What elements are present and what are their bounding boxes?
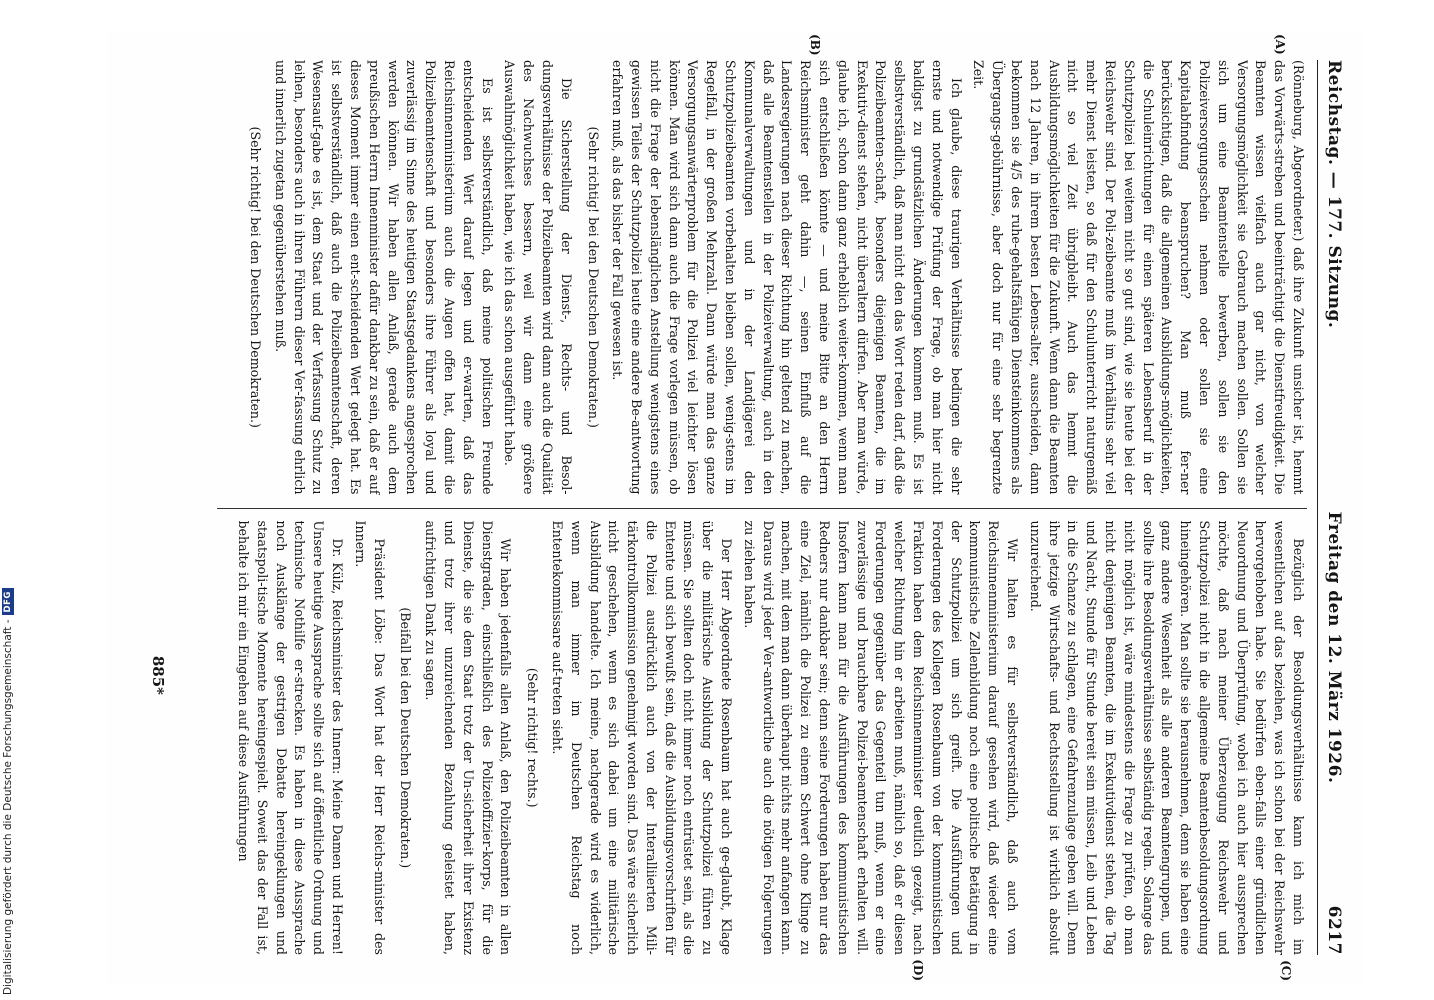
margin-marker-a: (A) xyxy=(1273,34,1287,55)
paragraph: (Rönneburg, Abgeordneter.) daß ihre Zukunft unsicher ist, hemmt das Vorwärts-streben und beeinträchtigt die Dienstfreudigkeit. Die Beamten wissen vielfach auch gar nicht, von welcher Versorgungsmöglichkeit sie Gebrauch machen sollen. Sollen sie sich um eine Beamtenstelle bewerben, sollen sie den Polizeiversorgungsschein nehmen oder sollen sie eine Kapitalabfindung beanspruchen? Man muß fer-ner berücksichtigen, daß die allgemeinen Ausbildungs-möglichkeiten, die Schuleinrichtungen für einen späteren Lebensberuf in der Schutzpolizei bei weitem nicht so gut sind, wie sie heute bei der Reichswehr sind. Der Poli-zeibeamte muß im Verhältnis sehr viel mehr Dienst leisten, so daß für den Schulunterricht naturgemäß nicht so viel Zeit übrigbleibt. Auch das hemmt die Ausbildungsmöglichkeiten für die Zukunft. Wenn dann die Beamten nach 12 Jahren, in ihrem besten Lebens-alter, ausscheiden, dann bekommen sie 4/5 des ruhe-gehaltsfähigen Diensteinkommens als Übergangs-gebührnisse, aber doch nur für eine sehr begrenzte Zeit. xyxy=(971,60,1306,495)
paragraph: Präsident Löbe: Das Wort hat der Herr Reichs-minister des Innern. xyxy=(352,520,387,955)
paragraph: Es ist selbstverständlich, daß meine politischen Freunde entscheidenden Wert darauf legen und er-warten, daß das Reichsinnenministerium auch die Augen offen hat, damit die Polizeibeamtenschaft und besonders ihre Führer als loyal und zuverlässig im Sinne des heutigen Staatsgedankens angesprochen werden können. Wir haben allen Anlaß, gerade auch dem preußischen Herrn Innenminister dafür dankbar zu sein, daß er auf dieses Moment immer einen ent-scheidenden Wert gelegt hat. Es ist selbstverständlich, daß auch die Polizeibeamtenschaft, deren Wesensauf-gabe es ist, dem Staat und der Verfassung Schutz zu leihen, besonders auch in ihren Führern dieser Ver-fassung ehrlich und innerlich zugetan gegenüberstehen muß. xyxy=(272,60,495,495)
credit-text: Digitalisierung gefördert durch die Deutsche Forschungsgemeinschaft - xyxy=(2,619,14,995)
margin-marker-c: (C) xyxy=(1279,960,1293,981)
paragraph: Ich glaube, diese traurigen Verhältnisse bedingen die sehr ernste und notwendige Prüfung der Frage, ob man hier nicht baldigst zu grundsätzlichen Änderungen kommen muß. Es ist selbstverständlich, daß man nicht den das Wort reden darf, daß die Polizeibeamten-schaft, besonders diejenigen Beamten, die im Exekutiv-dienst stehen, nicht überaltern dürfen. Aber man würde, glaube ich, schon dann ganz erheblich weiter-kommen, wenn man sich entschließen könnte — und meine Bitte an den Herrn Reichsminister geht dahin —, seinen Einfluß auf die Landesregierungen nach dieser Richtung hin geltend zu machen, daß alle Beamtenstellen in der Polizeiverwaltung, auch in den Kommunalverwaltungen und in der Landjägerei den Schutzpolizeibeamten vorbehalten bleiben sollen, wenig-stens im Regelfall, in der großen Mehrzahl. Dann würde man das ganze Versorgungsanwärterproblem für die Polizei viel leichter lösen können. Man wird sich dann auch die Frage vorlegen müssen, ob nicht die Frage der lebenslänglichen Anstellung wenigstens eines gewissen Teiles der Schutzpolizei heute eine andere Be-antwortung erfahren muß, als das bisher der Fall gewesen ist. xyxy=(610,60,964,495)
interjection: (Beifall bei den Deutschen Demokraten.) xyxy=(398,607,414,869)
paragraph: Die Sicherstellung der Dienst-, Rechts- und Besol-dungsverhältnisse der Polizeibeamten wird dann auch die Qualität des Nachwuchses bessern, weil wir dann eine größere Auswahlmöglichkeit haben, wie ich das schon ausgeführt habe. xyxy=(502,60,574,495)
document-page xyxy=(107,30,1362,985)
paragraph: Dr. Külz, Reichsminister des Innern: Meine Damen und Herren! Unsere heutige Aussprache sollte sich auf öffentliche Ordnung und technische Nothilfe er-strecken. Es haben in diese Aussprache noch Ausklänge der gestrigen Debatte hereingeklungen und staatspoli-tische Momente hereingespielt. Soweit das der Fall ist, behalte ich mir ein Eingehen auf diese Ausführungen xyxy=(235,520,345,955)
text-columns xyxy=(217,34,1307,981)
paragraph: Bezüglich der Besoldungsverhältnisse kann ich mich im wesentlichen auf das beziehen, was ich schon bei der Reichswehr hervorgehoben habe. Sie bedürfen eben-falls einer gründlichen Neuordnung und Überprüfung, wobei ich auch hier aussprechen möchte, daß nach meiner Überzeugung Reichswehr und Schutzpolizei nicht in die allgemeine Beamtenbesoldungsordnung hineingehören. Man sollte sie herausnehmen, denn sie haben eine ganz andere Wesenheit als alle anderen Beamtengruppen, und sollte ihre Besoldungsverhältnisse selbständig regeln. Solange das nicht möglich ist, wäre mindestens die Frage zu prüfen, ob man nicht denjenigen Beamten, die im Exekutivdienst stehen, die Tag und Nacht, Stunde für Stunde bereit sein müssen, Leib und Leben in die Schanze zu schlagen, eine Gefahrenzulage geben will. Denn ihre jetzige Wirtschafts- und Rechtsstellung ist wirklich absolut unzureichend. xyxy=(1027,520,1306,955)
header-session: Reichstag. — 177. Sitzung. xyxy=(1324,60,1344,329)
page-header xyxy=(1317,60,1344,955)
interjection: (Sehr richtig! bei den Deutschen Demokraten.) xyxy=(585,126,601,428)
paragraph: Der Herr Abgeordnete Rosenbaum hat auch ge-glaubt, Klage über die militärische Ausbildung der Schutzpolizei führen zu müssen. Sie sollten doch nicht immer noch entrüstet sein, als die Entente und sich bewußt sein, daß die Ausbildungsvorschriften für die Polizei ausdrücklich auch von der Interalliierten Mili-tärkontrollkommission genehmigt worden sind. Das wäre sicherlich nicht geschehen, wenn es sich dabei um eine militärische Ausbildung handelte. Ich meine, nachgerade wird es widerlich, wenn man immer im Deutschen Reichstag noch Ententekommissare auf-treten sieht. xyxy=(549,520,735,955)
header-date: Freitag den 12. März 1926. xyxy=(1324,511,1344,784)
interjection: (Sehr richtig! bei den Deutschen Demokraten.) xyxy=(247,126,263,428)
right-column xyxy=(217,521,1307,956)
column-divider xyxy=(217,508,1307,509)
digitization-credit xyxy=(2,575,14,995)
paragraph: Wir haben jedenfalls allen Anlaß, den Polizeibeamten in allen Dienstgraden, einschließlich des Polizeioffizier-korps, für die Dienste, die sie dem Staat trotz der Un-sicherheit ihrer Existenz und trotz ihrer unzureichenden Bezahlung geleistet haben, aufrichtigen Dank zu sagen. xyxy=(423,520,514,955)
left-column xyxy=(217,60,1307,495)
footer-page-mark: 885* xyxy=(149,655,167,695)
margin-marker-b: (B) xyxy=(808,34,822,56)
dfg-logo: DFG xyxy=(2,588,14,615)
header-page-number: 6217 xyxy=(1324,905,1344,955)
margin-marker-d: (D) xyxy=(911,959,925,981)
interjection: (Sehr richtig! rechts.) xyxy=(525,667,541,808)
paragraph: Wir halten es für selbstverständlich, daß auch vom Reichsinnenministerium darauf gesehen wird, daß wieder eine kommunistische Zellenbildung noch eine politische Betätigung in der Schutzpolizei um sich greift. Die Ausführungen und Forderungen des Kollegen Rosenbaum von der kommunistischen Fraktion haben dem Reichsinnenminister deutlich gezeigt, nach welcher Richtung hin er arbeiten muß, nämlich so, daß er diesen Forderungen gegenüber das Gegenteil tun muß, wenn er eine zuverlässige und brauchbare Polizei-beamtenschaft erhalten will. Insofern kann man für die Ausführungen des kommunistischen Redners nur dankbar sein; denn seine Forderungen haben nur das eine Ziel, nämlich die Polizei zu einem Schwert ohne Klinge zu machen, mit dem man dann überhaupt nichts mehr anfangen kann. Daraus wird jeder Ver-antwortliche auch die nötigen Folgerungen zu ziehen haben. xyxy=(741,520,1021,955)
